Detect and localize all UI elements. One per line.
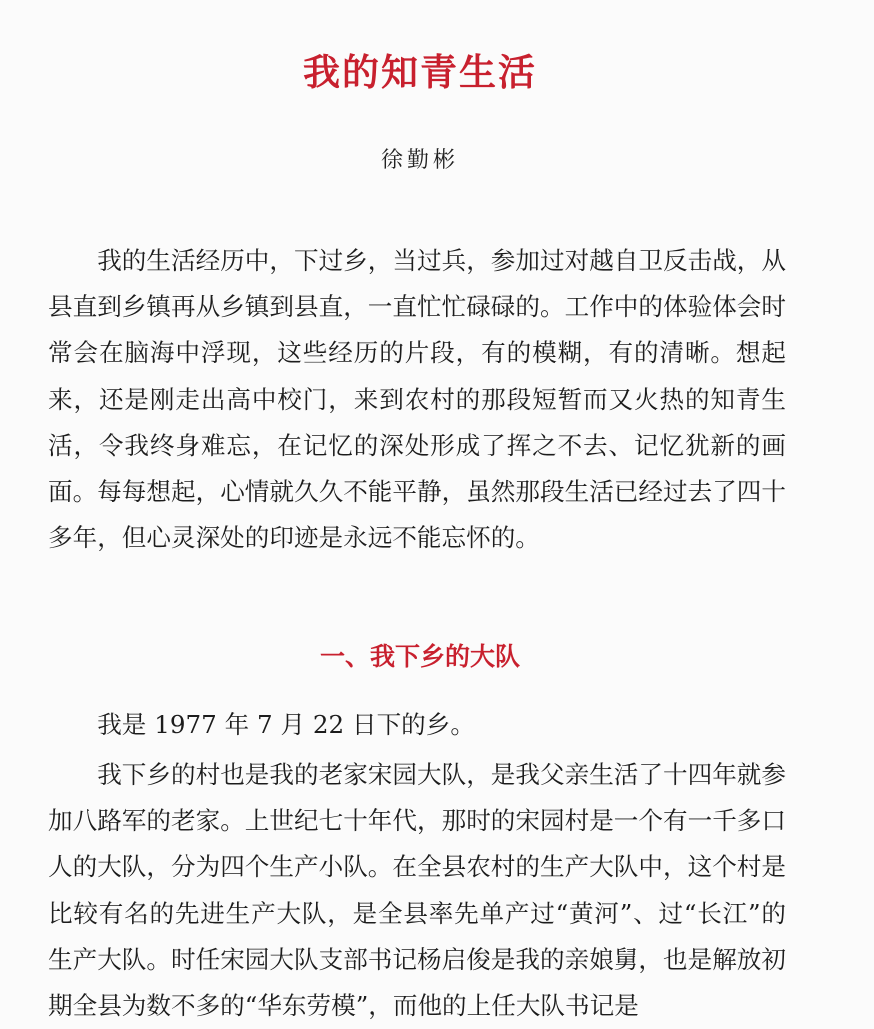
intro-paragraph: 我的生活经历中，下过乡，当过兵，参加过对越自卫反击战，从县直到乡镇再从乡镇到县直，一直忙忙碌碌的。工作中的体验体会时常会在脑海中浮现，这些经历的片段，有的模糊，有的清晰。想起来，还是刚走出高中校门，来到农村的那段短暂而又火热的知青生活，令我终身难忘，在记忆的深处形成了挥之不去、记忆犹新的画面。每每想起，心情就久久不能平静，虽然那段生活已经过去了四十多年，但心灵深处的印迹是永远不能忘怀的。 (48, 246, 786, 553)
document-title: 我的知青生活 (303, 50, 537, 94)
section-paragraph-village: 我下乡的村也是我的老家宋园大队，是我父亲生活了十四年就参加八路军的老家。上世纪七十年代，那时的宋园村是一个有一千多口人的大队，分为四个生产小队。在全县农村的生产大队中，这个村是比较有名的先进生产大队，是全县率先单产过“黄河”、过“长江”的生产大队。时任宋园大队支部书记杨启俊是我的亲娘舅，也是解放初期全县为数不多的“华东劳模”，而他的上任大队书记是 (48, 760, 786, 1021)
section-paragraph-date: 我是 1977 年 7 月 22 日下的乡。 (97, 710, 475, 739)
author-name: 徐勤彬 (380, 148, 459, 173)
section-heading: 一、我下乡的大队 (319, 642, 520, 671)
